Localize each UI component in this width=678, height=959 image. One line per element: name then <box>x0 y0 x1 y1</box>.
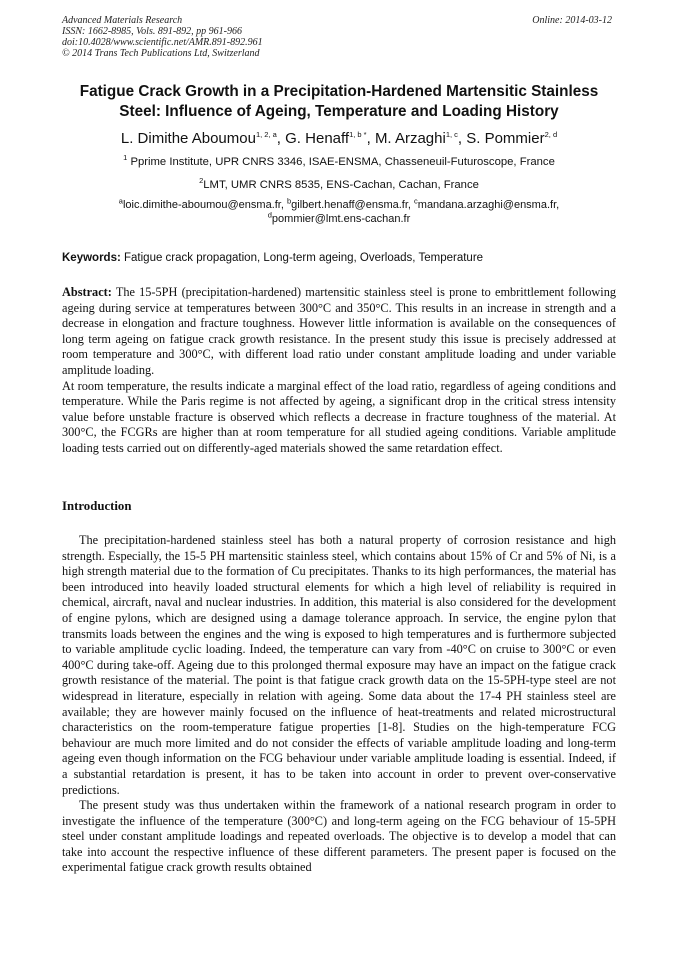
email-link[interactable]: gilbert.henaff@ensma.fr, <box>291 199 411 211</box>
copyright-line: © 2014 Trans Tech Publications Ltd, Switzerland <box>62 48 260 59</box>
keywords-text: Fatigue crack propagation, Long-term ageing, Overloads, Temperature <box>124 252 484 264</box>
journal-name: Advanced Materials Research <box>62 15 183 26</box>
author-list: L. Dimithe Aboumou$^{1, 2, a}$, G. Henaff$^{1, b *}$, M. Arzaghi$^{1, c}$, S. Pommier$^{2, d}$ <box>120 130 558 147</box>
author-name: S. Pommier <box>466 130 545 147</box>
author-sup: 1, c <box>445 130 458 139</box>
affiliation-1 <box>40 155 638 169</box>
keywords <box>62 251 618 265</box>
section-heading-introduction: Introduction <box>62 499 132 513</box>
title-line-2: Steel: Influence of Ageing, Temperature and Loading History <box>119 103 559 120</box>
issn-line: ISSN: 1662-8985, Vols. 891-892, pp 961-966 <box>62 26 242 37</box>
author-sup: 1, 2, a <box>255 130 277 139</box>
intro-paragraph-1: The precipitation-hardened stainless steel has both a natural property of corrosion resistance and high strength. Especially, the 15-5 PH martensitic stainless steel, which contains about 15% of Cr and 5% of Ni, is a high strength material due to the formation of Cu precipitates. Thanks to its high performances, the material has been introduced into heavily loaded structural elements for which a high level of reliability is required in chemical, aircraft, naval and nuclear industries. In addition, this material is also considered for the development of engine pylons, which are designed using a damage tolerance approach. In service, the engine pylon that transmits loads between the engines and the wing is exposed to high temperatures and is furthermore subjected to variable amplitude cyclic loading. Indeed, the temperature can vary from -40°C on cruise to 300°C or even 400°C during take-off. Ageing due to this prolonged thermal exposure may have an impact on the fatigue crack growth resistance of the material. The point is that fatigue crack growth data on the 15-5PH-type steel are not widespread in literature, especially in relation with ageing. Some data about the 17-4 PH stainless steel are available; they are however mainly focused on the influence of heat-treatments and related microstructural characteristics on the room-temperature fatigue properties [1-8]. Studies on the high-temperature FCG behaviour are much more limited and do not consider the effects of variable amplitude loading and long-term ageing even though information on the FCG behaviour under variable amplitude loading is essential. Indeed, if a substantial retardation is present, it has to be taken into account in order to prevent over-conservative predictions. <box>62 533 616 797</box>
affiliation-text: Pprime Institute, UPR CNRS 3346, ISAE-ENSMA, Chasseneuil-Futuroscope, France <box>130 156 555 168</box>
email-link[interactable]: mandana.arzaghi@ensma.fr, <box>417 199 560 211</box>
author-name: M. Arzaghi <box>374 130 446 147</box>
email-sup: b <box>286 196 292 206</box>
doi-line: doi:10.4028/www.scientific.net/AMR.891-892.961 <box>62 37 263 48</box>
introduction-body <box>62 533 616 876</box>
journal-header <box>62 15 612 59</box>
author-name: G. Henaff <box>285 130 350 147</box>
email-sup: c <box>414 196 418 206</box>
abstract-text-1: The 15-5PH (precipitation-hardened) martensitic stainless steel is prone to embrittlement following ageing during service at temperatures between 300°C and 350°C. This results in an increase in strength and a decrease in elongation and fracture toughness. However little information is available on the consequences of long term ageing on fatigue crack growth resistance. In the present study this issue is precisely addressed at room temperature and 300°C, with different load ratio under constant amplitude loading and under variable amplitude loading. <box>62 285 616 377</box>
author-name: L. Dimithe Aboumou <box>120 130 256 147</box>
abstract-paragraph-1 <box>62 285 616 379</box>
affiliation-sup: 2 <box>199 176 204 186</box>
abstract-label: Abstract: <box>62 285 112 299</box>
abstract <box>62 285 616 457</box>
keywords-label: Keywords: <box>62 252 121 264</box>
intro-paragraph-2: The present study was thus undertaken within the framework of a national research program in order to investigate the influence of the temperature (300°C) and long-term ageing on the FCG behaviour of 15-5PH steel under constant amplitude loadings and repeated overloads. The objective is to develop a model that can take into account the respective influence of these different parameters. The present paper is focused on the experimental fatigue crack growth results obtained <box>62 798 616 875</box>
author-sup: 1, b * <box>349 130 367 139</box>
author-sup: 2, d <box>544 130 558 139</box>
affiliation-text: LMT, UMR CNRS 8535, ENS-Cachan, Cachan, France <box>203 179 479 191</box>
title-line-1: Fatigue Crack Growth in a Precipitation-Hardened Martensitic Stainless <box>79 83 599 100</box>
email-sup: d <box>267 210 272 220</box>
email-list <box>40 198 638 226</box>
affiliation-sup: 1 <box>123 153 128 163</box>
abstract-paragraph-2: At room temperature, the results indicate a marginal effect of the load ratio, regardless of ageing conditions and temperature. While the Paris regime is not affected by ageing, a significant drop in the critical stress intensity value before unstable fracture is observed which reflects a decrease in fracture toughness of the material. At 300°C, the FCGRs are higher than at room temperature for all studied ageing conditions. Variable amplitude loading tests carried out on differently-aged materials showed the same retardation effect. <box>62 378 616 455</box>
email-sup: a <box>118 196 123 206</box>
online-date: Online: 2014-03-12 <box>532 15 612 26</box>
email-link[interactable]: loic.dimithe-aboumou@ensma.fr, <box>122 199 284 211</box>
email-link[interactable]: pommier@lmt.ens-cachan.fr <box>271 213 411 225</box>
affiliation-2 <box>40 178 638 192</box>
paper-title <box>54 82 624 122</box>
